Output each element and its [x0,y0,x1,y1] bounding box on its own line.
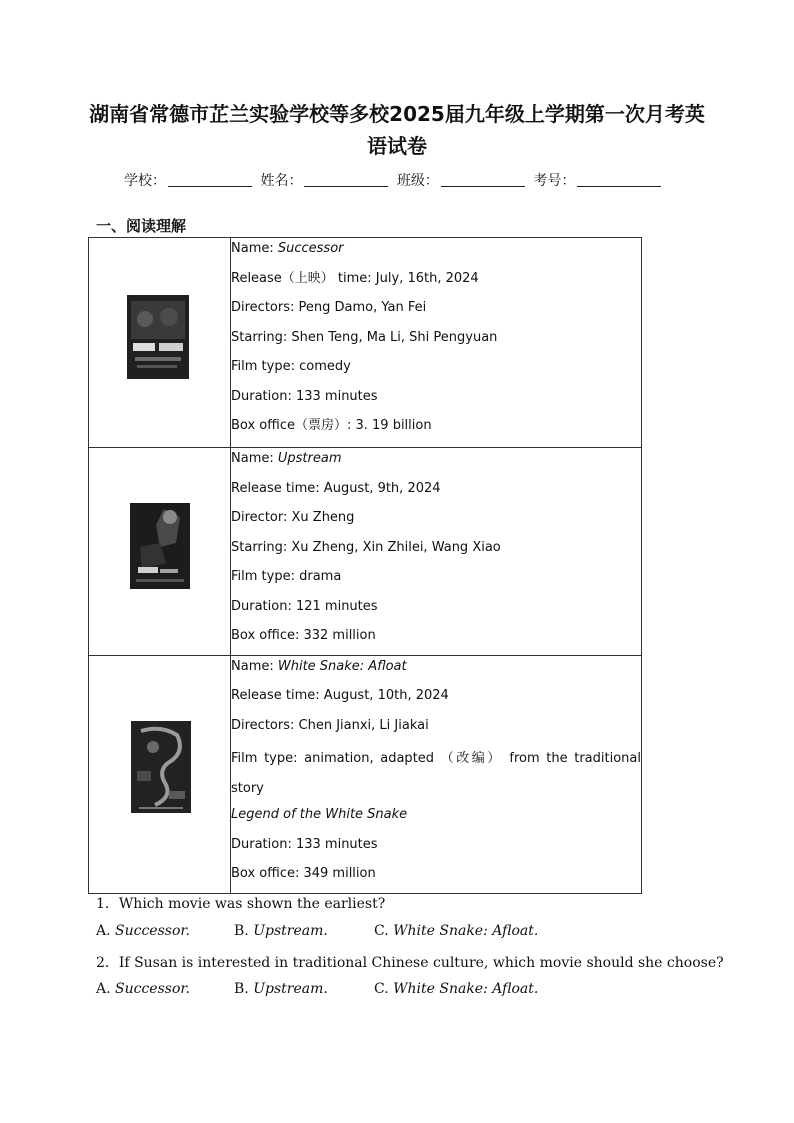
duration-line: Duration: 121 minutes [231,598,378,614]
film-name: Successor [277,241,344,256]
movie-poster-white-snake-icon [131,721,191,813]
film-type-line: Film type: animation, adapted （改编） from the traditional story [231,751,641,796]
director-line: Director: Xu Zheng [231,510,355,525]
exam-number-blank[interactable] [577,172,661,187]
class-blank[interactable] [441,172,525,187]
name-blank[interactable] [304,172,388,187]
release-line: Release time: August, 10th, 2024 [231,688,449,703]
film-info-upstream [231,448,642,656]
poster-cell [89,238,231,448]
film-table [88,237,642,894]
film-type-line: Film type: comedy [231,359,351,374]
film-info-successor [231,238,642,448]
school-blank[interactable] [168,172,252,187]
film-name: White Snake: Afloat [277,658,407,674]
film-name: Upstream [277,451,342,466]
poster-cell [89,448,231,656]
question-2-options [96,981,538,997]
option-c[interactable]: C. White Snake: Afloat. [374,981,539,997]
directors-line: Directors: Peng Damo, Yan Fei [231,300,427,315]
film-name-line: Name: Upstream [231,451,342,466]
section-heading: 一、阅读理解 [96,217,187,235]
film-name-line: Name: Successor [231,241,344,256]
question-2-stem: 2．If Susan is interested in traditional Chinese culture, which movie should she choose? [96,955,724,971]
name-label: 姓名： [260,173,303,189]
starring-line: Starring: Shen Teng, Ma Li, Shi Pengyuan [231,329,498,345]
box-office-line: Box office（票房）: 3. 19 billion [231,418,432,433]
film-info-white-snake [231,655,642,893]
option-b[interactable]: B. Upstream. [234,981,328,997]
film-type-line: Film type: drama [231,569,342,584]
release-line: Release time: August, 9th, 2024 [231,480,441,496]
directors-line: Directors: Chen Jianxi, Li Jiakai [231,717,429,733]
option-a[interactable]: A. Successor. [96,981,190,997]
film-row-upstream [89,448,642,656]
poster-cell [89,655,231,893]
duration-line: Duration: 133 minutes [231,836,378,852]
school-label: 学校： [124,173,166,189]
student-info-line [124,170,665,190]
question-1-options [96,923,538,939]
option-c[interactable]: C. White Snake: Afloat. [374,923,539,939]
film-name-line: Name: White Snake: Afloat [231,658,407,674]
box-office-line: Box office: 332 million [231,628,376,643]
option-a[interactable]: A. Successor. [96,923,190,939]
class-label: 班级： [396,173,439,189]
box-office-line: Box office: 349 million [231,866,376,881]
starring-line: Starring: Xu Zheng, Xin Zhilei, Wang Xiao [231,539,501,555]
film-row-successor [89,238,642,448]
film-row-white-snake [89,655,642,893]
option-b[interactable]: B. Upstream. [234,923,328,939]
question-1-stem: 1．Which movie was shown the earliest? [96,896,386,912]
exam-title: 湖南省常德市芷兰实验学校等多校2025届九年级上学期第一次月考英语试卷 [89,102,705,158]
duration-line: Duration: 133 minutes [231,388,378,404]
release-line: Release（上映） time: July, 16th, 2024 [231,270,479,286]
movie-poster-upstream-icon [130,503,190,589]
movie-poster-successor-icon [127,295,189,379]
exam-number-label: 考号： [533,173,576,189]
legend-line: Legend of the White Snake [231,807,408,822]
